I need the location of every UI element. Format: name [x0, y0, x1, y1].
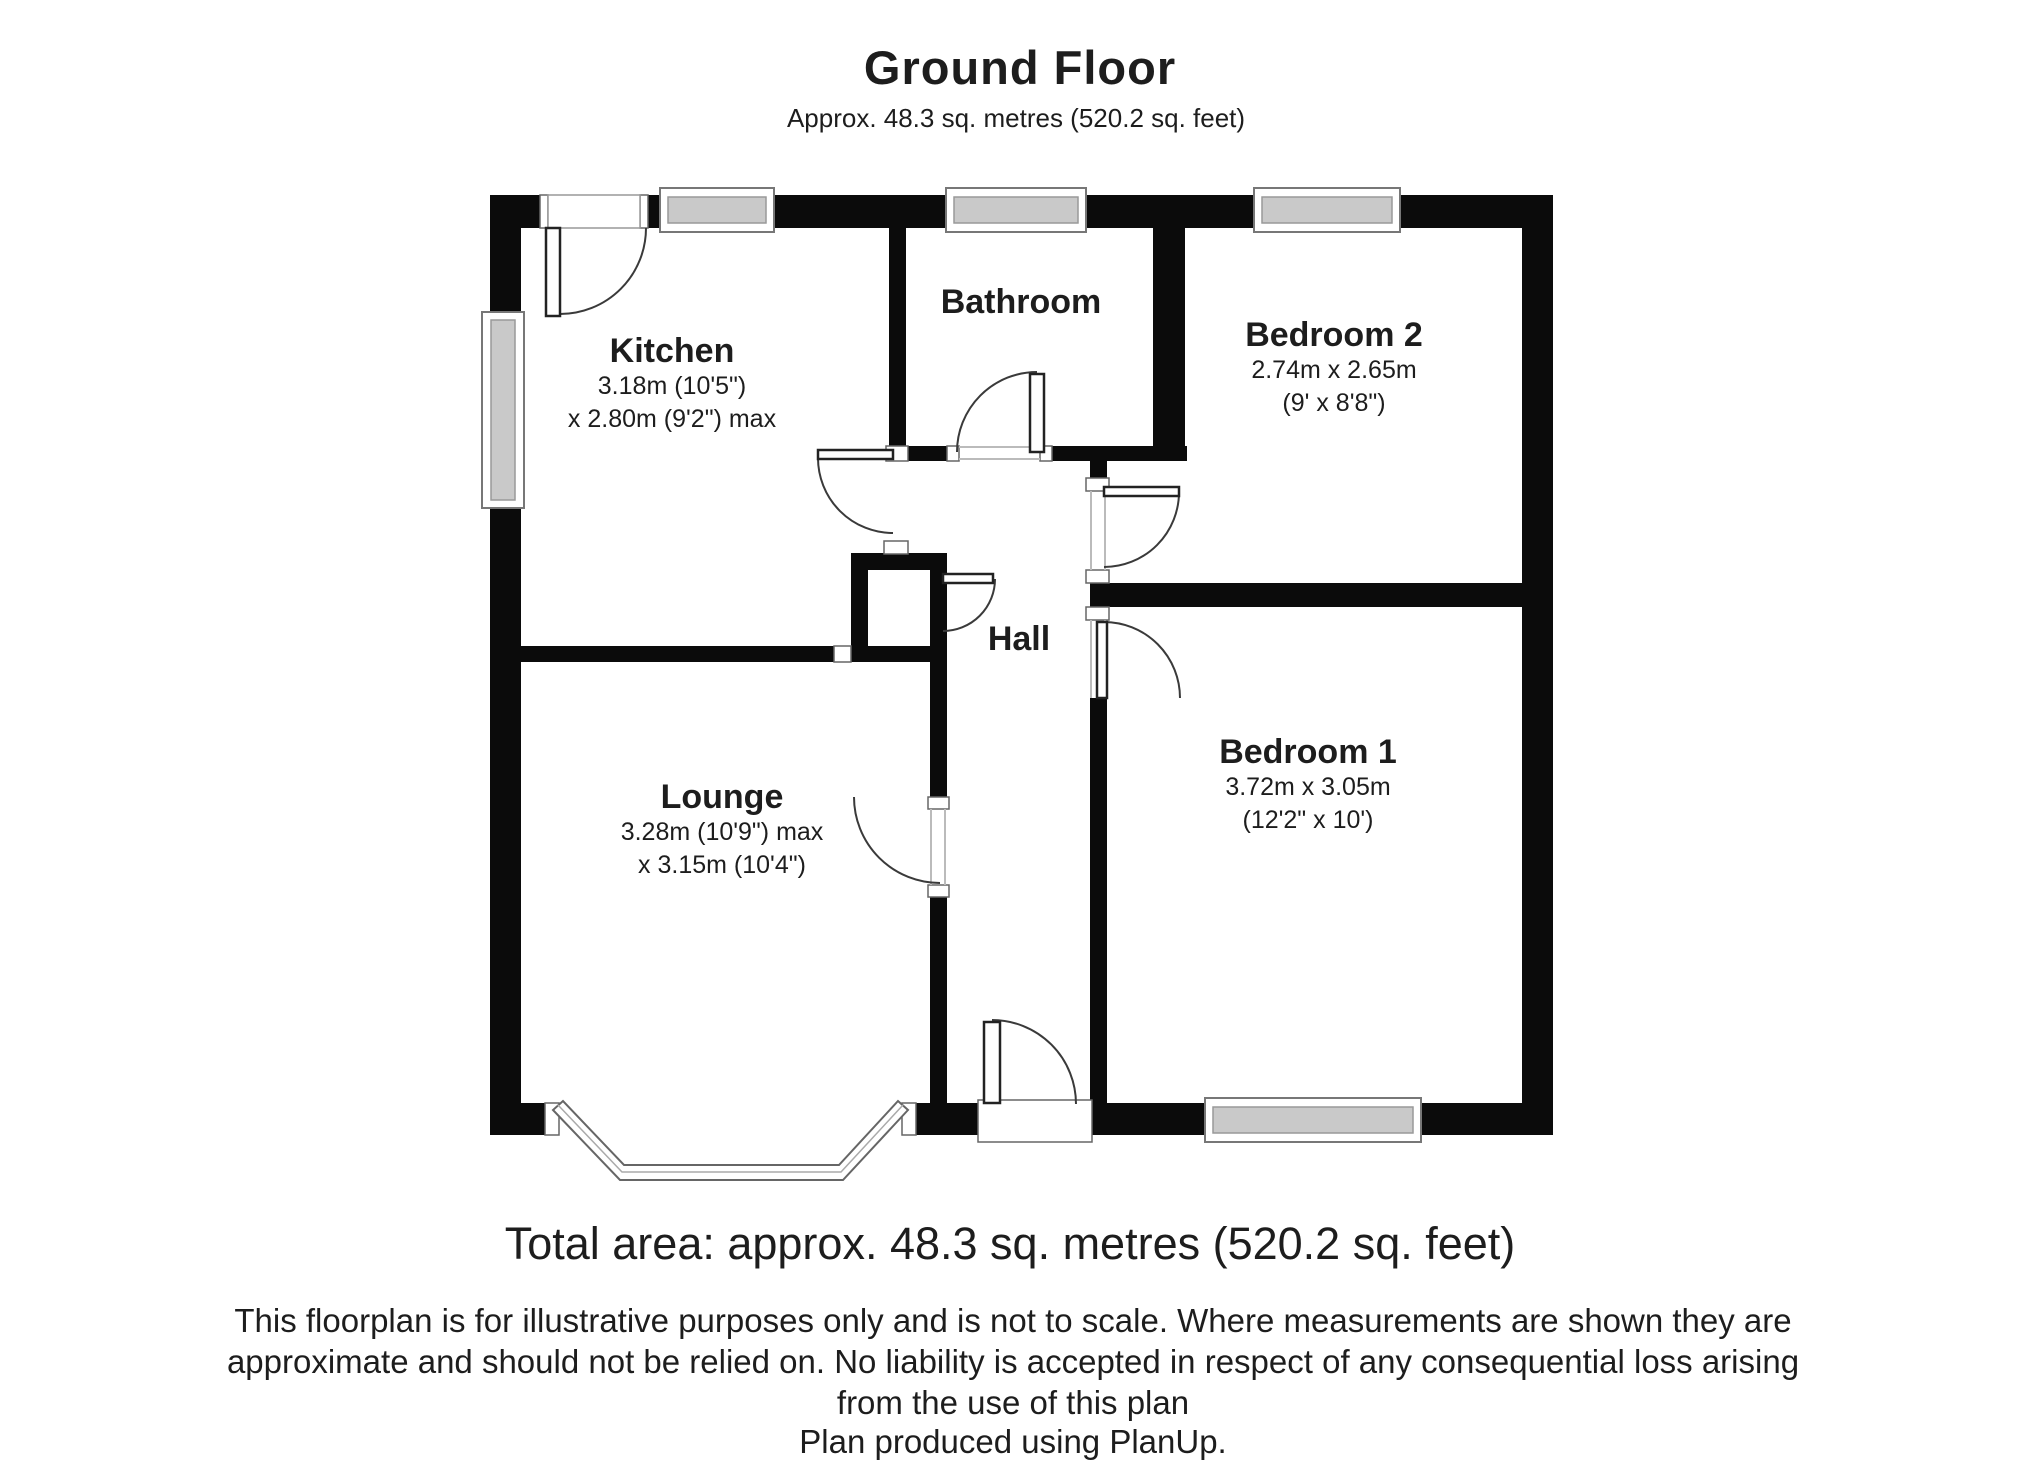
front-door	[978, 1020, 1092, 1142]
bathroom-window	[946, 188, 1086, 232]
credit-text: Plan produced using PlanUp.	[799, 1423, 1227, 1460]
bedroom2-door	[1104, 487, 1179, 567]
kitchen-dim1: 3.18m (10'5")	[597, 372, 747, 400]
bedroom1-window	[1205, 1098, 1421, 1142]
hall-name: Hall	[987, 620, 1051, 658]
lounge-door	[854, 797, 940, 883]
bathroom-name: Bathroom	[940, 283, 1102, 321]
lounge-name: Lounge	[660, 778, 784, 816]
bedroom1-dim2: (12'2" x 10')	[1242, 806, 1374, 834]
kitchen-dim2: x 2.80m (9'2") max	[567, 405, 777, 433]
disclaimer-line-1: This floorplan is for illustrative purposes only and is not to scale. Where measurements are shown they are	[234, 1302, 1792, 1339]
kitchen-door	[818, 450, 893, 533]
doorway-thresholds	[931, 447, 1105, 885]
total-area-text: Total area: approx. 48.3 sq. metres (520.2 sq. feet)	[504, 1218, 1516, 1269]
kitchen-name: Kitchen	[609, 332, 735, 370]
disclaimer-line-3: from the use of this plan	[836, 1384, 1190, 1421]
kitchen-window	[660, 188, 774, 232]
lounge-dim1: 3.28m (10'9") max	[620, 818, 824, 846]
bathroom-door	[957, 372, 1044, 452]
bedroom1-dim1: 3.72m x 3.05m	[1225, 773, 1391, 801]
page-subtitle: Approx. 48.3 sq. metres (520.2 sq. feet)	[786, 103, 1246, 133]
bedroom1-door	[1097, 622, 1180, 698]
hall-label	[988, 620, 1050, 658]
bathroom-label	[941, 283, 1102, 321]
bedroom2-dim1: 2.74m x 2.65m	[1251, 356, 1417, 384]
page-title: Ground Floor	[863, 41, 1177, 94]
disclaimer-line-2: approximate and should not be relied on. No liability is accepted in respect of any consequential loss arising	[226, 1343, 1800, 1380]
kitchen-side-window	[482, 312, 524, 508]
bedroom2-name: Bedroom 2	[1245, 316, 1423, 354]
lounge-label	[621, 778, 824, 882]
kitchen-label	[568, 332, 776, 436]
bedroom2-window	[1254, 188, 1400, 232]
entrance-door	[546, 195, 646, 316]
lounge-dim2: x 3.15m (10'4")	[638, 851, 806, 879]
bedroom2-label	[1245, 316, 1423, 420]
bedroom2-dim2: (9' x 8'8")	[1282, 389, 1386, 417]
bedroom1-name: Bedroom 1	[1219, 733, 1397, 771]
bedroom1-label	[1219, 733, 1397, 837]
bay-window	[553, 1101, 908, 1180]
